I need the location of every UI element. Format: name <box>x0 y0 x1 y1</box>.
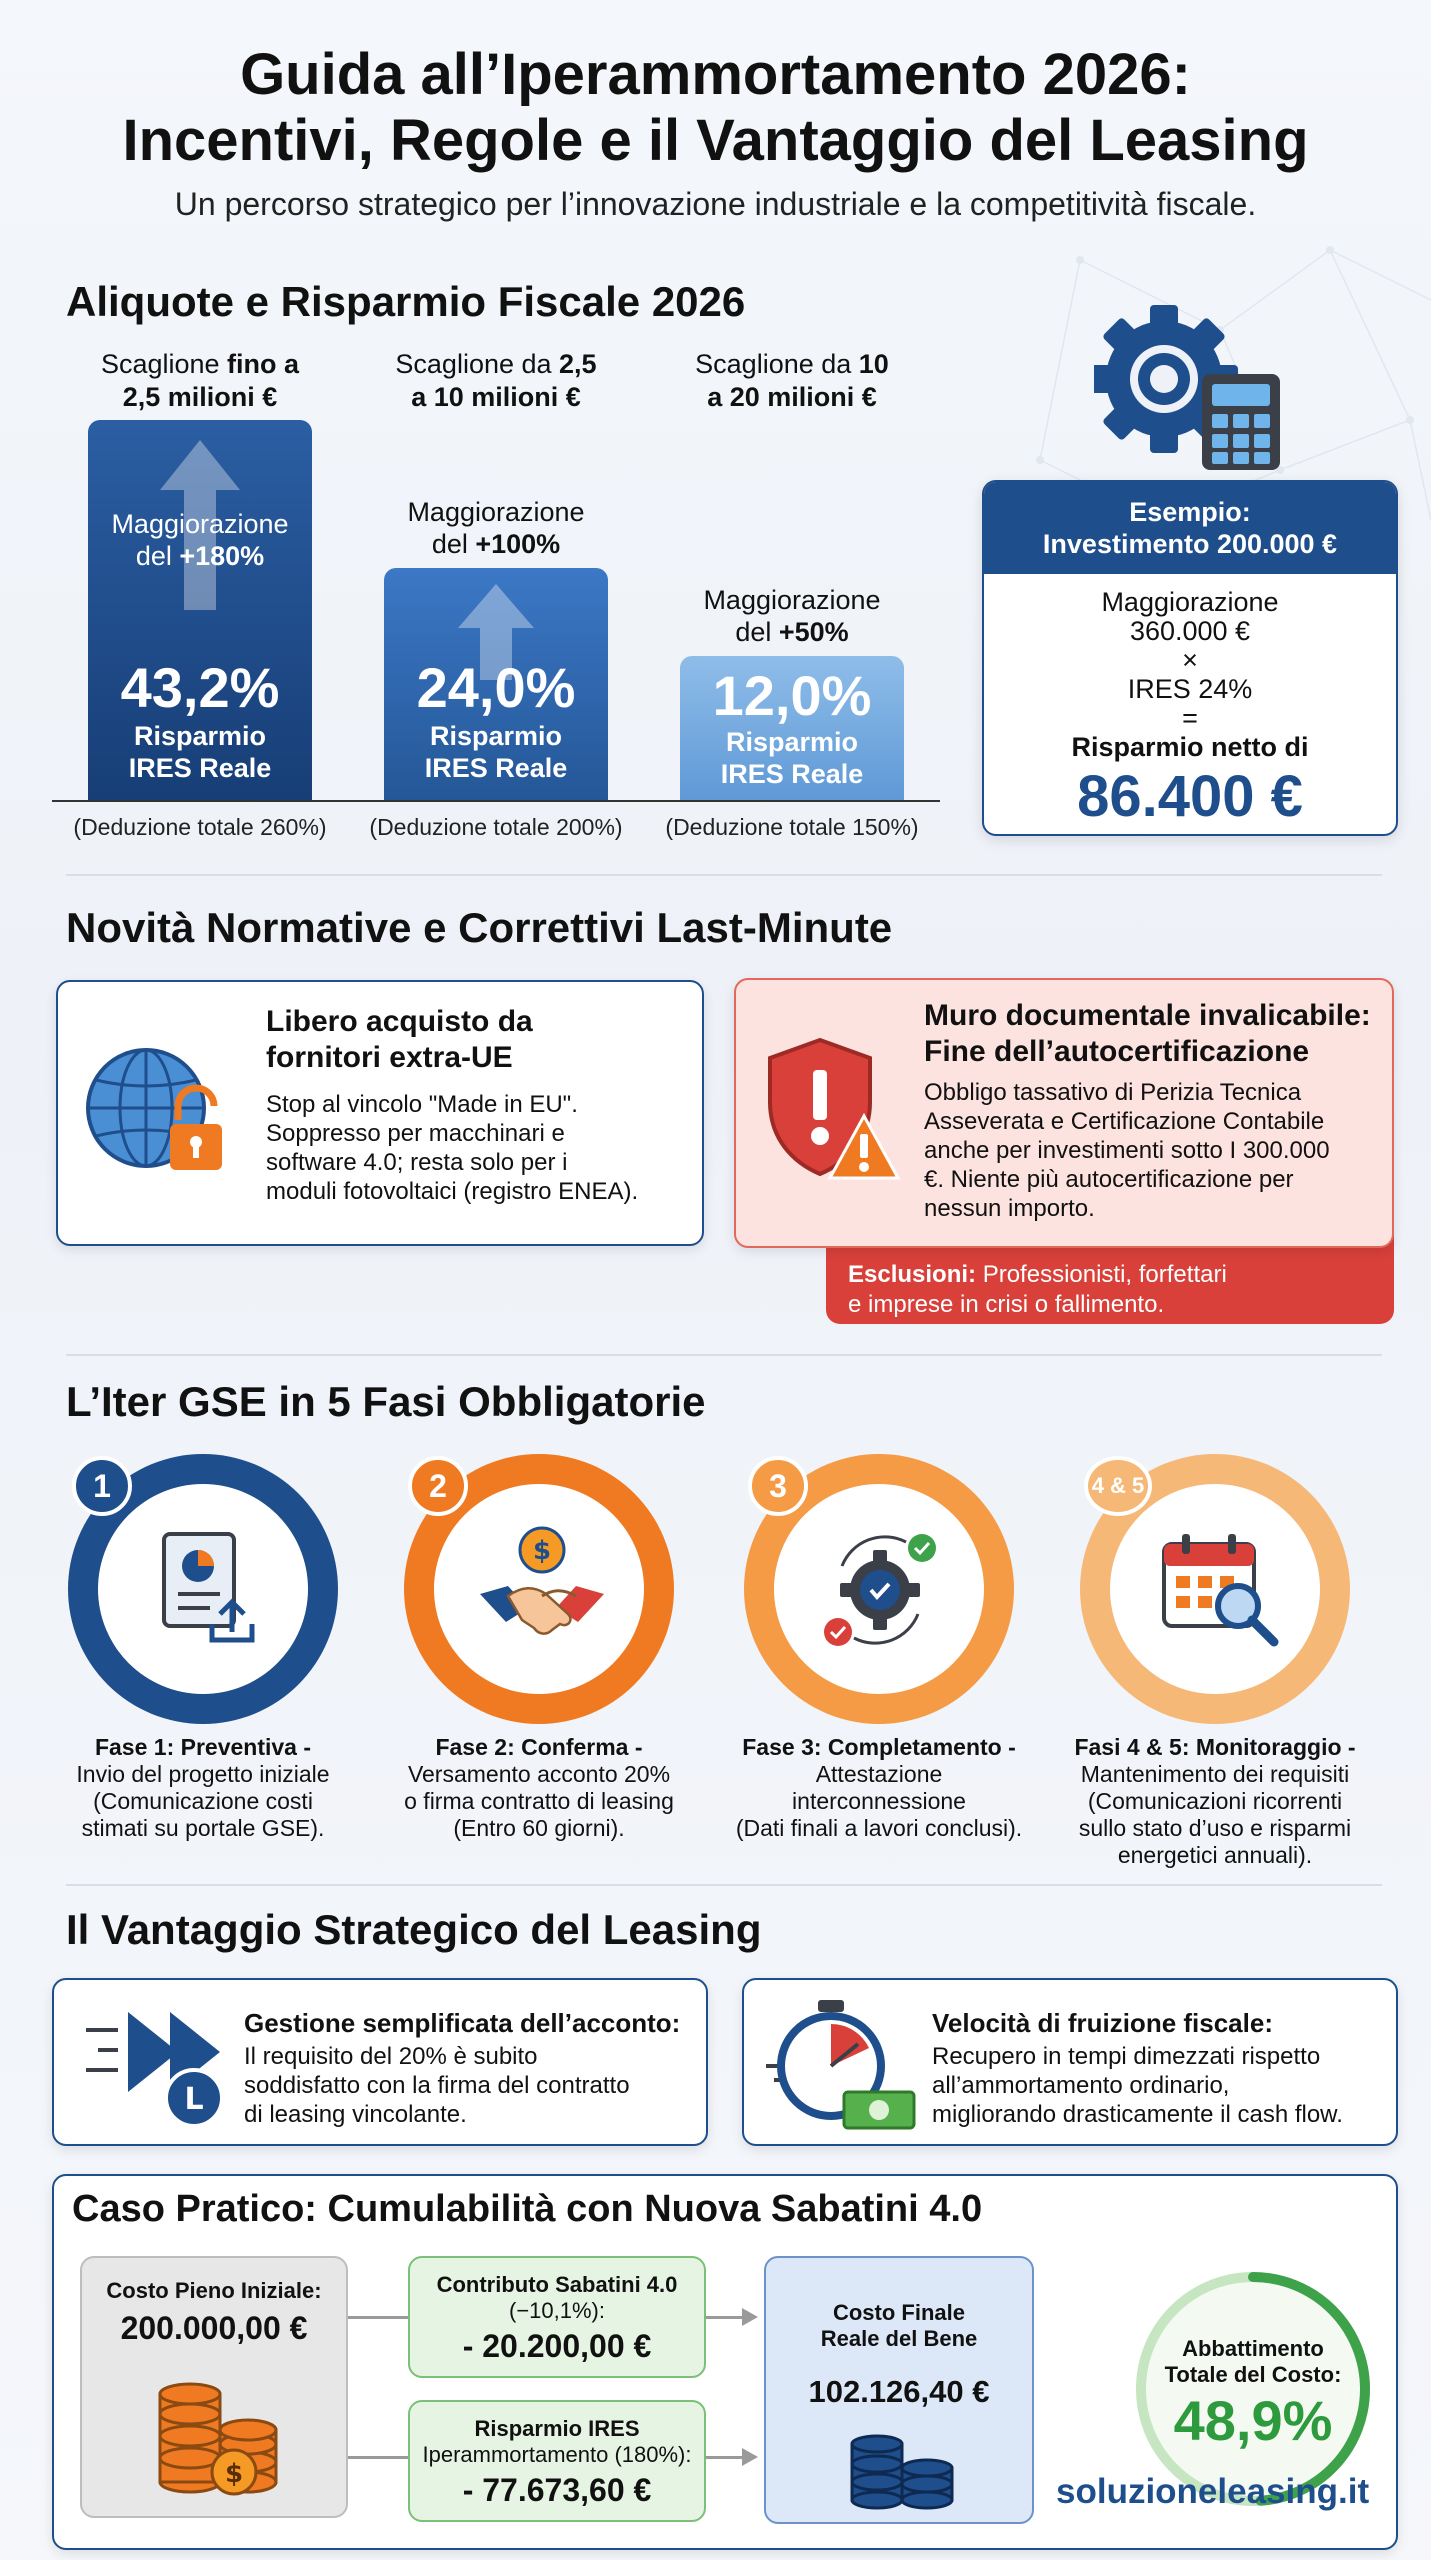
example-line-5: = <box>1182 703 1198 733</box>
tier-2-sub1: Risparmio <box>429 721 563 751</box>
gear-calculator-icon <box>1094 304 1284 474</box>
example-line-2: 360.000 € <box>1129 616 1251 646</box>
documentation-title-line1: Muro documentale invalicabile: <box>924 999 1371 1032</box>
initial-cost-box <box>80 2256 348 2518</box>
leasing-icon-letter: L <box>184 2082 204 2117</box>
tier-2-label-bold: 2,5 <box>559 349 597 379</box>
page-title <box>0 42 1431 174</box>
tier-3-bar <box>680 656 904 800</box>
phase-4-5-line4: energetici annuali). <box>1117 1842 1313 1868</box>
tier-3-label <box>662 348 922 414</box>
gse-heading: L’Iter GSE in 5 Fasi Obbligatorie <box>66 1378 706 1425</box>
extra-ue-text-line1: Stop al vincolo "Made in EU". <box>266 1091 578 1118</box>
tier-1-label-bold: fino a <box>227 349 300 379</box>
tier-3-label-bold: 10 <box>858 349 889 379</box>
rates-heading: Aliquote e Risparmio Fiscale 2026 <box>66 278 746 325</box>
example-card <box>982 480 1398 836</box>
documentation-text-line5: nessun importo. <box>924 1195 1095 1222</box>
final-cost-label-1: Costo Finale <box>832 2300 965 2325</box>
phase-3-line1: Attestazione <box>815 1761 943 1787</box>
extra-ue-title-line1: Libero acquisto da <box>266 1005 533 1038</box>
section-divider <box>66 874 1382 876</box>
arrow-connector <box>348 2456 408 2459</box>
tier-1-sub2: IRES Reale <box>128 753 272 783</box>
tier-1-maggiorazione <box>88 508 312 572</box>
leasing-acconto-line1: Il requisito del 20% è subito <box>244 2043 538 2070</box>
tier-1-magg-line1: Maggiorazione <box>111 509 289 539</box>
tier-1-magg-pre: del <box>135 541 180 571</box>
tier-1-magg-bold: +180% <box>179 541 265 571</box>
tier-1-bar <box>88 420 312 800</box>
phase-1-ring-inner <box>98 1484 308 1694</box>
phase-3-line3: (Dati finali a lavori conclusi). <box>735 1815 1023 1841</box>
tier-1-magg-line2 <box>88 540 312 572</box>
phase-2-text <box>374 1734 704 1842</box>
svg-text:$: $ <box>532 1536 552 1566</box>
phase-3-bold: Fase 3: Completamento - <box>742 1734 1016 1760</box>
extra-ue-title-line2: fornitori extra-UE <box>266 1041 513 1074</box>
leasing-velocita-card <box>742 1978 1398 2146</box>
leasing-velocita-text <box>932 2042 1343 2129</box>
tier-2-deduzione: (Deduzione totale 200%) <box>369 814 623 840</box>
bars-baseline <box>52 800 940 802</box>
tier-3-deduzione: (Deduzione totale 150%) <box>665 814 919 840</box>
gear-check-icon <box>818 1528 942 1652</box>
tier-3-magg-bold: +50% <box>778 617 849 647</box>
phase-4-5-line1: Mantenimento dei requisiti <box>1080 1761 1350 1787</box>
documentation-title <box>924 998 1371 1070</box>
example-body <box>984 574 1396 832</box>
leasing-velocita-line1: Recupero in tempi dimezzati rispetto <box>932 2043 1321 2070</box>
phase-1-badge: 1 <box>72 1456 132 1516</box>
leasing-heading: Il Vantaggio Strategico del Leasing <box>66 1906 762 1953</box>
tier-2-magg-pre: del <box>431 529 476 559</box>
example-line-3: × <box>1182 645 1198 675</box>
tier-2-magg-line1: Maggiorazione <box>407 497 585 527</box>
exclusions-rest: Professionisti, forfettari <box>976 1261 1227 1288</box>
phase-3-badge: 3 <box>748 1456 808 1516</box>
shield-warning-icon <box>760 1034 900 1184</box>
section-divider <box>66 1354 1382 1356</box>
phase-4-5-text <box>1040 1734 1390 1869</box>
example-result: 86.400 € <box>1077 764 1303 829</box>
ires-box <box>408 2400 706 2522</box>
example-head-line1: Esempio: <box>1129 497 1251 527</box>
tier-2-maggiorazione <box>366 496 626 560</box>
leasing-acconto-text <box>244 2042 630 2129</box>
documentation-text-line3: anche per investimenti sotto I 300.000 <box>924 1137 1330 1164</box>
tier-1-percentage: 43,2% <box>120 656 280 719</box>
extra-ue-title <box>266 1004 533 1076</box>
leasing-velocita-line2: all’ammortamento ordinario, <box>932 2072 1230 2099</box>
tier-3-label-line2: a 20 milioni € <box>707 382 877 412</box>
section-divider <box>66 1884 1382 1886</box>
phase-2-line1: Versamento acconto 20% <box>407 1761 671 1787</box>
tier-2-magg-line2 <box>366 528 626 560</box>
documentation-text-line1: Obbligo tassativo di Perizia Tecnica <box>924 1079 1302 1106</box>
fast-forward-leasing-icon <box>72 2002 272 2132</box>
documentation-text-line2: Asseverata e Certificazione Contabile <box>924 1108 1325 1135</box>
phase-2-line3: (Entro 60 giorni). <box>453 1815 625 1841</box>
arrow-connector <box>348 2316 408 2319</box>
phase-3-ring-inner <box>774 1484 984 1694</box>
documentation-card <box>734 978 1394 1248</box>
documentation-text <box>924 1078 1330 1223</box>
case-heading: Caso Pratico: Cumulabilità con Nuova Sabatini 4.0 <box>72 2188 983 2230</box>
handshake-coin-icon <box>472 1524 612 1654</box>
phase-1-line1: Invio del progetto iniziale <box>76 1761 330 1787</box>
phase-1-bold: Fase 1: Preventiva - <box>94 1734 312 1760</box>
extra-ue-text-line3: software 4.0; resta solo per i <box>266 1149 568 1176</box>
phase-2-bold: Fase 2: Conferma - <box>435 1734 643 1760</box>
ires-label-2: Iperammortamento (180%): <box>422 2442 692 2467</box>
coins-stack-icon <box>144 2364 294 2504</box>
title-line-1: Guida all’Iperammortamento 2026: <box>240 42 1191 107</box>
phase-1-text <box>38 1734 368 1842</box>
tier-1-sub1: Risparmio <box>133 721 267 751</box>
example-head-line2: Investimento 200.000 € <box>1042 529 1338 559</box>
final-cost-box <box>764 2256 1034 2524</box>
tier-3-magg-line2 <box>662 616 922 648</box>
globe-unlock-icon <box>84 1038 234 1188</box>
phase-1-line3: stimati su portale GSE). <box>81 1815 325 1841</box>
tier-2-bar <box>384 568 608 800</box>
phase-3-line2: interconnessione <box>792 1788 966 1814</box>
sabatini-label-2: (−10,1%): <box>509 2298 605 2323</box>
tier-1-label-line2: 2,5 milioni € <box>122 382 278 412</box>
example-line-6: Risparmio netto di <box>1071 732 1309 762</box>
leasing-velocita-line3: migliorando drasticamente il cash flow. <box>932 2101 1343 2128</box>
brand-logo-text[interactable]: soluzioneleasing.it <box>1056 2472 1370 2511</box>
news-heading: Novità Normative e Correttivi Last-Minute <box>66 904 893 951</box>
extra-ue-text <box>266 1090 638 1206</box>
leasing-acconto-line3: di leasing vincolante. <box>244 2101 467 2128</box>
final-cost-value: 102.126,40 € <box>808 2374 990 2409</box>
phase-4-5-line3: sullo stato d’uso e risparmi <box>1078 1815 1352 1841</box>
exclusions-bold: Esclusioni: <box>848 1261 977 1288</box>
calendar-search-icon <box>1158 1530 1282 1650</box>
phase-4-5-line2: (Comunicazioni ricorrenti <box>1087 1788 1343 1814</box>
tier-2-label-line2: a 10 milioni € <box>411 382 581 412</box>
phase-4-5-badge: 4 & 5 <box>1084 1456 1152 1516</box>
leasing-acconto-title: Gestione semplificata dell’acconto: <box>244 2008 681 2038</box>
tier-3-sub1: Risparmio <box>725 727 859 757</box>
svg-text:$: $ <box>224 2459 244 2489</box>
exclusions-line2: e imprese in crisi o fallimento. <box>848 1291 1165 1318</box>
leasing-velocita-title: Velocità di fruizione fiscale: <box>932 2008 1273 2038</box>
documentation-title-line2: Fine dell’autocertificazione <box>924 1035 1310 1068</box>
extra-ue-text-line2: Soppresso per macchinari e <box>266 1120 565 1147</box>
abatement-value: 48,9% <box>1173 2389 1333 2452</box>
phase-1-line2: (Comunicazione costi <box>93 1788 313 1814</box>
sabatini-value: - 20.200,00 € <box>462 2328 652 2364</box>
arrow-head-icon <box>742 2448 758 2466</box>
leasing-acconto-card <box>52 1978 708 2146</box>
example-line-4: IRES 24% <box>1127 674 1253 704</box>
tier-2-label-pre: Scaglione da <box>395 349 560 379</box>
tier-3-sub2: IRES Reale <box>720 759 864 789</box>
phase-2-ring-inner <box>434 1484 644 1694</box>
tier-3-label-pre: Scaglione da <box>695 349 859 379</box>
coins-stack-icon <box>844 2424 964 2510</box>
tier-3-percentage: 12,0% <box>712 664 872 727</box>
phase-4-5-ring-inner <box>1110 1484 1320 1694</box>
document-upload-icon <box>146 1528 266 1648</box>
sabatini-box <box>408 2256 706 2378</box>
tier-3-magg-line1: Maggiorazione <box>703 585 881 615</box>
phase-2-badge: 2 <box>408 1456 468 1516</box>
tier-2-percentage: 24,0% <box>416 656 576 719</box>
phase-4-5-bold: Fasi 4 & 5: Monitoraggio - <box>1074 1734 1356 1760</box>
example-line-1: Maggiorazione <box>1101 587 1279 617</box>
documentation-text-line4: €. Niente più autocertificazione per <box>924 1166 1294 1193</box>
sabatini-label-1: Contributo Sabatini 4.0 <box>436 2272 678 2297</box>
tier-2-label <box>366 348 626 414</box>
abatement-label-1: Abbattimento <box>1182 2336 1324 2361</box>
extra-ue-text-line4: moduli fotovoltaici (registro ENEA). <box>266 1178 639 1205</box>
initial-cost-label: Costo Pieno Iniziale: <box>106 2278 322 2303</box>
tier-2-magg-bold: +100% <box>475 529 561 559</box>
ires-label-1: Risparmio IRES <box>474 2416 640 2441</box>
stopwatch-money-icon <box>758 1996 918 2136</box>
tier-1-label-pre: Scaglione <box>100 349 228 379</box>
tier-1-label <box>70 348 330 414</box>
tier-3-magg-pre: del <box>735 617 779 647</box>
tier-3-maggiorazione <box>662 584 922 648</box>
phase-2-line2: o firma contratto di leasing <box>404 1788 674 1814</box>
arrow-connector <box>706 2456 744 2459</box>
abatement-label-2: Totale del Costo: <box>1164 2362 1342 2387</box>
arrow-connector <box>706 2316 744 2319</box>
page-subtitle: Un percorso strategico per l’innovazione industriale e la competitività fiscale. <box>174 186 1257 222</box>
tier-2-sub2: IRES Reale <box>424 753 568 783</box>
final-cost-label-2: Reale del Bene <box>820 2326 978 2351</box>
title-line-2: Incentivi, Regole e il Vantaggio del Leasing <box>122 108 1309 173</box>
arrow-head-icon <box>742 2308 758 2326</box>
extra-ue-card <box>56 980 704 1246</box>
phase-3-text <box>714 1734 1044 1842</box>
abatement-text <box>1130 2336 1376 2454</box>
example-header <box>984 482 1396 574</box>
initial-cost-value: 200.000,00 € <box>120 2310 308 2346</box>
leasing-acconto-line2: soddisfatto con la firma del contratto <box>244 2072 630 2099</box>
ires-value: - 77.673,60 € <box>462 2472 652 2508</box>
tier-1-deduzione: (Deduzione totale 260%) <box>73 814 327 840</box>
